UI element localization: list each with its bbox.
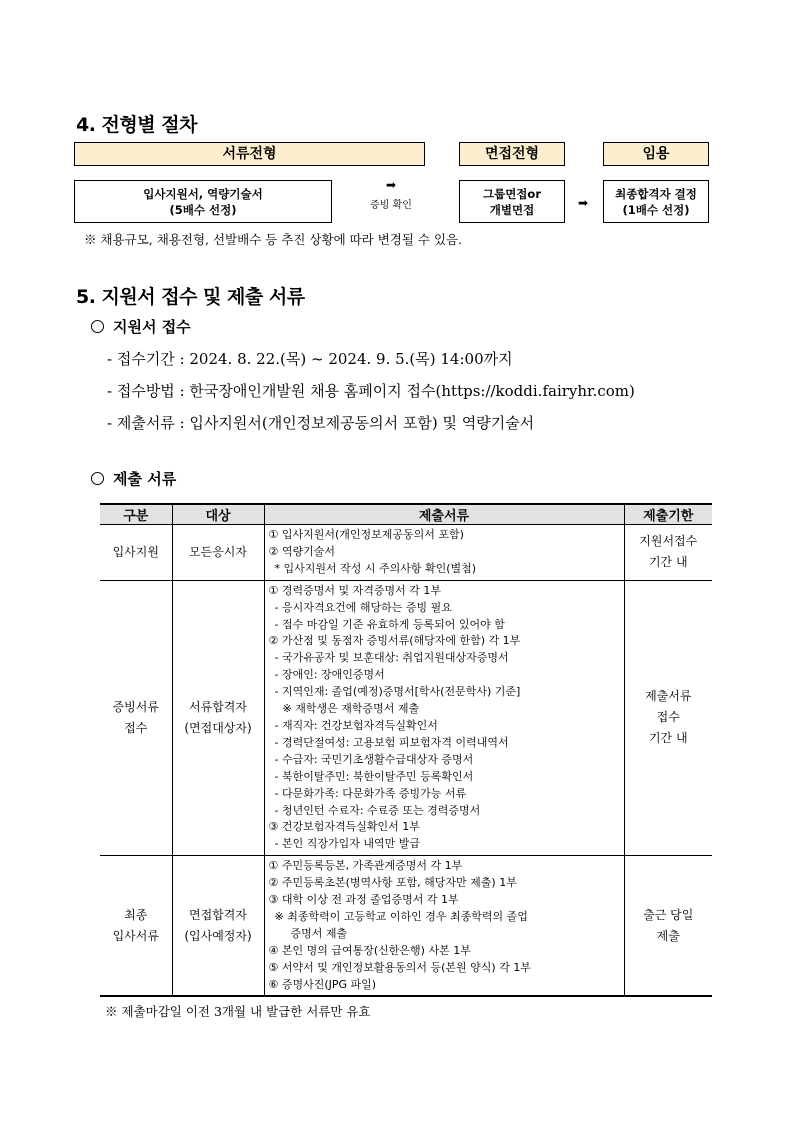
doc-item: ② 주민등록초본(병역사항 포함, 해당자만 제출) 1부	[268, 876, 517, 890]
reception-method: - 접수방법 : 한국장애인개발원 채용 홈페이지 접수(https://koddi.fairyhr.com)	[107, 382, 635, 400]
deadline-line: 출근 당일	[643, 907, 694, 922]
step-final-box	[603, 180, 709, 223]
header-target: 대상	[172, 504, 264, 525]
doc-item: ⑥ 증명사진(JPG 파일)	[268, 977, 377, 991]
deadline-line: 제출	[656, 928, 680, 943]
doc-item: - 지역인재: 졸업(예정)증명서[학사(전문학사) 기준]	[274, 685, 521, 699]
table-header-row	[100, 504, 712, 525]
doc-item: ③ 대학 이상 전 과정 졸업증명서 각 1부	[268, 893, 459, 907]
doc-item: - 경력단절여성: 고용보험 피보험자격 이력내역서	[274, 735, 509, 749]
doc-item: ① 경력증명서 및 자격증명서 각 1부	[268, 583, 441, 597]
doc-item: ① 입사지원서(개인정보제공동의서 포함)	[268, 528, 464, 541]
doc-item: - 재직자: 건강보험자격득실확인서	[274, 718, 438, 732]
doc-item: - 북한이탈주민: 북한이탈주민 등록확인서	[274, 769, 474, 783]
doc-item: - 다문화가족: 다문화가족 증빙가능 서류	[274, 786, 467, 800]
section-4-title: 4. 전형별 절차	[76, 114, 197, 136]
circle-bullet-icon	[91, 320, 104, 333]
documents-subtitle-text: 제출 서류	[113, 470, 177, 488]
documents-table	[100, 503, 712, 997]
arrow-right-icon: ➡	[578, 196, 589, 210]
category-line: 최종	[124, 907, 148, 922]
row-documents	[264, 856, 624, 997]
reception-documents: - 제출서류 : 입사지원서(개인정보제공동의서 포함) 및 역량기술서	[107, 414, 535, 432]
table-row	[100, 525, 712, 581]
reception-subtitle	[91, 316, 191, 337]
doc-item: ⑤ 서약서 및 개인정보활용동의서 등(본원 양식) 각 1부	[268, 960, 531, 974]
header-deadline: 제출기한	[624, 504, 712, 525]
table-row	[100, 580, 712, 856]
row-category: 입사지원	[100, 525, 172, 581]
target-line: (입사예정자)	[184, 928, 252, 943]
doc-item: - 장애인: 장애인증명서	[274, 668, 385, 682]
step-interview-box	[459, 180, 565, 223]
row-deadline	[624, 856, 712, 997]
procedure-note: ※ 채용규모, 채용전형, 선발배수 등 추진 상황에 따라 변경될 수 있음.	[84, 232, 463, 247]
doc-item: 증명서 제출	[290, 926, 348, 940]
row-target	[172, 856, 264, 997]
doc-item: - 청년인턴 수료자: 수료증 또는 경력증명서	[274, 803, 481, 817]
doc-item: ③ 건강보험자격득실확인서 1부	[268, 820, 420, 834]
doc-item: ② 가산점 및 동점자 증빙서류(해당자에 한함) 각 1부	[268, 634, 521, 648]
header-documents: 제출서류	[264, 504, 624, 525]
doc-item: - 국가유공자 및 보훈대상: 취업지원대상자증명서	[274, 651, 509, 665]
circle-bullet-icon	[91, 472, 104, 485]
row-deadline	[624, 580, 712, 856]
doc-item: ① 주민등록등본, 가족관계증명서 각 1부	[268, 859, 463, 873]
section-5-title: 5. 지원서 접수 및 제출 서류	[76, 286, 305, 308]
deadline-line: 기간 내	[648, 555, 688, 570]
doc-item: - 수급자: 국민기초생활수급대상자 증명서	[274, 752, 474, 766]
row-category	[100, 580, 172, 856]
doc-item: ④ 본인 명의 급여통장(신한은행) 사본 1부	[268, 943, 471, 957]
target-line: (면접대상자)	[184, 720, 252, 735]
deadline-line: 지원서접수	[639, 534, 698, 549]
documents-footnote: ※ 제출마감일 이전 3개월 내 발급한 서류만 유효	[105, 1004, 371, 1019]
documents-subtitle	[91, 468, 176, 489]
verify-connector	[355, 178, 427, 211]
doc-item: - 본인 직장가입자 내역만 발급	[274, 837, 420, 851]
doc-item: ※ 재학생은 재학증명서 제출	[282, 702, 420, 716]
deadline-line: 기간 내	[648, 731, 688, 746]
step-application-line1: 입사지원서, 역량기술서	[143, 186, 263, 201]
category-line: 입사서류	[112, 928, 159, 943]
step-application-line2: (5배수 선정)	[169, 202, 237, 217]
category-line: 접수	[124, 720, 148, 735]
step-final-line1: 최종합격자 결정	[615, 186, 697, 201]
stage-interview: 면접전형	[459, 142, 565, 166]
row-target	[172, 580, 264, 856]
deadline-line: 제출서류	[645, 689, 692, 704]
row-documents	[264, 525, 624, 581]
row-target: 모든응시자	[172, 525, 264, 581]
deadline-line: 접수	[656, 710, 680, 725]
reception-subtitle-text: 지원서 접수	[113, 318, 191, 336]
doc-item: * 입사지원서 작성 시 주의사항 확인(별첨)	[274, 561, 477, 575]
verify-label: 증빙 확인	[370, 200, 412, 211]
row-documents	[264, 580, 624, 856]
header-category: 구분	[100, 504, 172, 525]
row-deadline	[624, 525, 712, 581]
doc-item: ② 역량기술서	[268, 544, 335, 558]
step-interview-line2: 개별면접	[489, 202, 535, 217]
step-application-box	[74, 180, 332, 223]
doc-item: ※ 최종학력이 고등학교 이하인 경우 최종학력의 졸업	[274, 909, 528, 923]
stage-document-screening: 서류전형	[74, 142, 425, 166]
table-row	[100, 856, 712, 997]
row-category	[100, 856, 172, 997]
category-line: 증빙서류	[112, 699, 159, 714]
arrow-right-icon: ➡	[385, 178, 397, 192]
stage-appointment: 임용	[603, 142, 709, 166]
reception-period: - 접수기간 : 2024. 8. 22.(목) ~ 2024. 9. 5.(목) 14:00까지	[107, 350, 513, 368]
step-final-line2: (1배수 선정)	[622, 202, 690, 217]
doc-item: - 접수 마감일 기준 유효하게 등록되어 있어야 함	[274, 617, 505, 631]
target-line: 면접합격자	[189, 907, 247, 922]
doc-item: - 응시자격요건에 해당하는 증빙 필요	[274, 600, 452, 614]
target-line: 서류합격자	[189, 699, 247, 714]
step-interview-line1: 그룹면접or	[482, 186, 541, 201]
